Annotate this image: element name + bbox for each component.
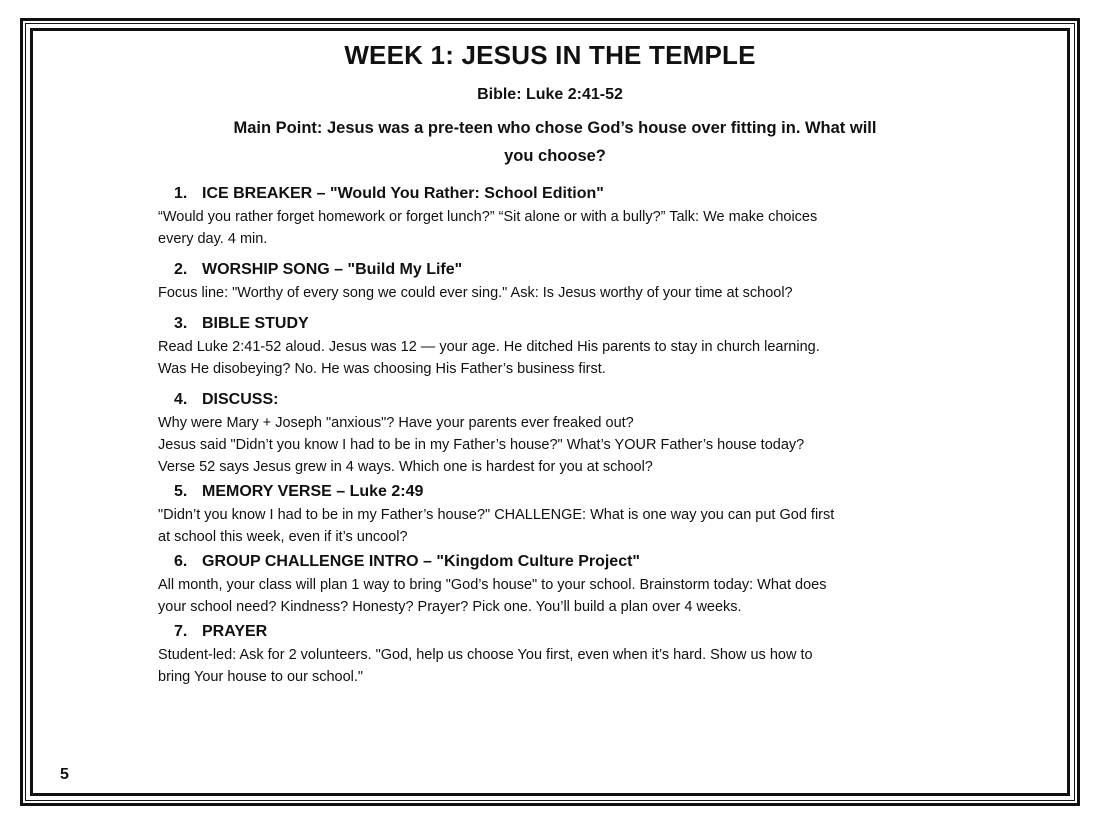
section-memory-verse bbox=[158, 480, 838, 548]
section-paragraph: All month, your class will plan 1 way to bring "God’s house" to your school. Brainstorm today: What does your school need? Kindness? Honesty? Prayer? Pick one. You’ll build a plan over 4 weeks. bbox=[158, 577, 827, 615]
page-title: WEEK 1: JESUS IN THE TEMPLE bbox=[344, 40, 756, 70]
bible-reference: Bible: Luke 2:41-52 bbox=[477, 86, 623, 103]
section-discuss bbox=[158, 388, 838, 478]
section-worship-song bbox=[158, 258, 838, 304]
section-number: 6. bbox=[174, 553, 188, 570]
section-number: 2. bbox=[174, 261, 188, 278]
section-body bbox=[158, 412, 838, 478]
section-number: 7. bbox=[174, 623, 188, 640]
section-ice-breaker bbox=[158, 182, 838, 250]
section-number: 3. bbox=[174, 315, 188, 332]
section-heading bbox=[174, 480, 838, 504]
section-heading bbox=[174, 312, 838, 336]
page-number: 5 bbox=[60, 766, 69, 783]
section-body bbox=[158, 574, 838, 618]
section-paragraph: Jesus said "Didn’t you know I had to be in my Father’s house?" What’s YOUR Father’s house today? bbox=[158, 437, 805, 453]
section-paragraph: Verse 52 says Jesus grew in 4 ways. Which one is hardest for you at school? bbox=[158, 459, 653, 475]
section-title: BIBLE STUDY bbox=[202, 315, 309, 332]
section-heading bbox=[174, 550, 838, 574]
section-title: ICE BREAKER – "Would You Rather: School Edition" bbox=[202, 185, 604, 202]
section-body bbox=[158, 504, 838, 548]
section-number: 5. bbox=[174, 483, 188, 500]
section-paragraph: Focus line: "Worthy of every song we could ever sing." Ask: Is Jesus worthy of your time at school? bbox=[158, 285, 793, 301]
section-title: DISCUSS: bbox=[202, 391, 279, 408]
section-paragraph: Why were Mary + Joseph "anxious"? Have your parents ever freaked out? bbox=[158, 415, 634, 431]
section-body bbox=[158, 282, 838, 304]
section-heading bbox=[174, 620, 838, 644]
section-title: GROUP CHALLENGE INTRO – "Kingdom Culture Project" bbox=[202, 553, 641, 570]
section-title: WORSHIP SONG – "Build My Life" bbox=[202, 261, 463, 278]
section-body bbox=[158, 206, 838, 250]
section-body bbox=[158, 644, 838, 688]
lesson-sections bbox=[158, 182, 838, 690]
section-paragraph: “Would you rather forget homework or forget lunch?” “Sit alone or with a bully?” Talk: We make choices every day. 4 min. bbox=[158, 209, 818, 247]
section-group-challenge bbox=[158, 550, 838, 618]
section-paragraph: "Didn’t you know I had to be in my Father’s house?" CHALLENGE: What is one way you can put God first at school this week, even if it’s uncool? bbox=[158, 507, 835, 545]
section-heading bbox=[174, 388, 838, 412]
section-body bbox=[158, 336, 838, 380]
section-number: 4. bbox=[174, 391, 188, 408]
section-prayer bbox=[158, 620, 838, 688]
section-title: MEMORY VERSE – Luke 2:49 bbox=[202, 483, 424, 500]
section-paragraph: Read Luke 2:41-52 aloud. Jesus was 12 — your age. He ditched His parents to stay in church learning. Was He disobeying? No. He was choosing His Father’s business first. bbox=[158, 339, 820, 377]
main-point: Main Point: Jesus was a pre-teen who chose God’s house over fitting in. What will you choose? bbox=[233, 119, 877, 165]
section-heading bbox=[174, 258, 838, 282]
section-number: 1. bbox=[174, 185, 188, 202]
section-heading bbox=[174, 182, 838, 206]
section-paragraph: Student-led: Ask for 2 volunteers. "God, help us choose You first, even when it’s hard. Show us how to bring Your house to our school." bbox=[158, 647, 813, 685]
section-title: PRAYER bbox=[202, 623, 268, 640]
section-bible-study bbox=[158, 312, 838, 380]
